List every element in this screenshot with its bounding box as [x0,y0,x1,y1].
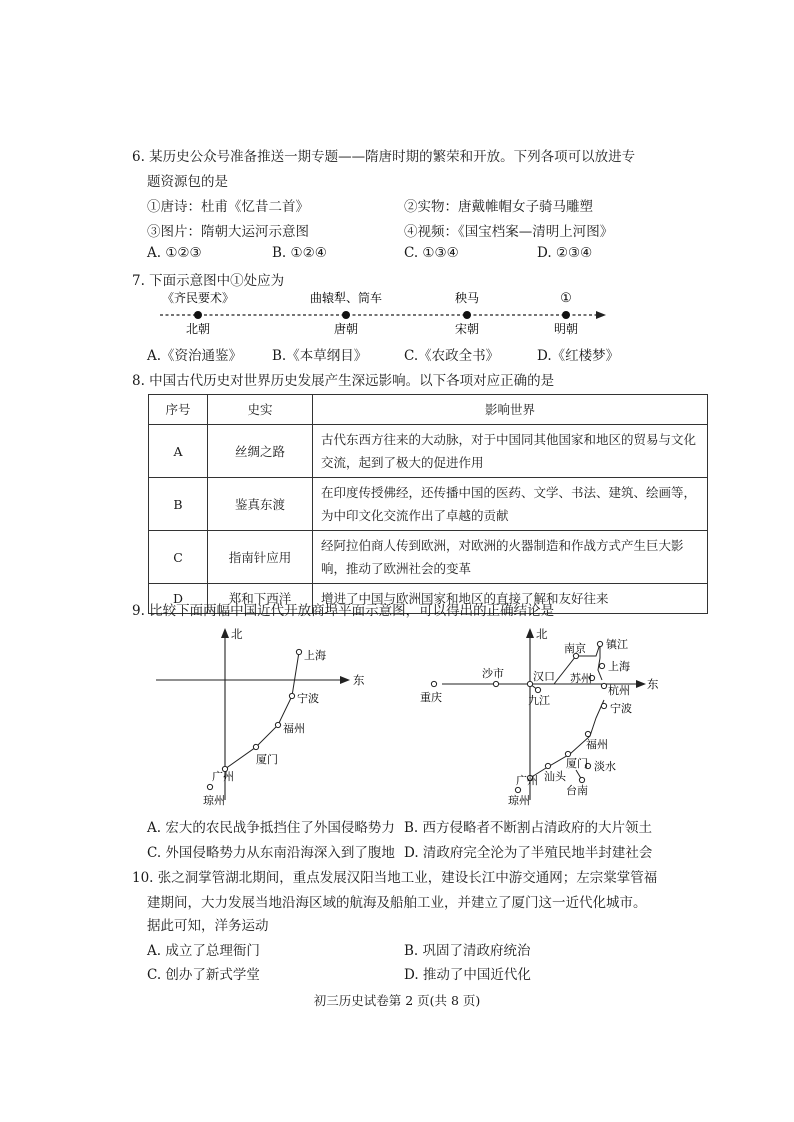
timeline-arrow [596,311,606,319]
city-label: 汕头 [544,770,566,783]
timeline-dot [463,311,471,319]
row-effect: 经阿拉伯商人传到欧洲，对欧洲的火器制造和作战方式产生巨大影响，推动了欧洲社会的变革 [313,531,708,584]
q10-option-c: C. 创办了新式学堂 [147,967,260,983]
q7-option-a: A.《资治通鉴》 [147,348,243,364]
city-label: 厦门 [256,753,278,766]
city-marker [535,687,540,692]
table-row [149,425,708,478]
q7-option-b: B.《本草纲目》 [272,348,368,364]
q8-table [148,394,708,614]
q9-map-right [420,622,670,812]
table-header: 影响世界 [313,395,708,425]
row-fact: 丝绸之路 [208,425,313,478]
city-marker [579,777,584,782]
row-fact: 鉴真东渡 [208,478,313,531]
timeline-top-label: 《齐民要术》 [161,291,235,305]
city-label: 重庆 [420,691,442,704]
city-marker [565,751,570,756]
city-label: 杭州 [608,684,630,697]
city-marker [601,683,606,688]
q10-stem-line1: 10. 张之洞掌管湖北期间，重点发展汉阳当地工业，建设长江中游交通网；左宗棠掌管福 [132,870,658,886]
q6-option-d: D. ②③④ [537,245,593,261]
city-marker [597,641,602,646]
q7-timeline [150,288,620,336]
q6-option-c: C. ①③④ [404,245,459,261]
q8-stem: 8. 中国古代历史对世界历史发展产生深远影响。以下各项对应正确的是 [132,373,555,389]
q6-option-a: A. ①②③ [147,245,202,261]
timeline-top-label: 秧马 [454,291,480,305]
q6-item-2: ②实物：唐戴帷帽女子骑马雕塑 [404,199,593,215]
table-header: 史实 [208,395,313,425]
coast-route [225,652,299,769]
city-label: 淡水 [594,760,616,773]
q10-stem-line2: 建期间，大力发展当地沿海区域的航海及船舶工业，并建立了厦门这一近代化城市。 [147,895,647,911]
q9-option-d: D. 清政府完全沦为了半殖民地半封建社会 [404,845,653,861]
city-label: 台南 [566,784,588,797]
city-marker [296,649,301,654]
city-label: 苏州 [570,672,592,685]
timeline-bottom-label: 唐朝 [333,322,359,336]
city-label: 琼州 [508,794,530,807]
q10-option-a: A. 成立了总理衙门 [147,943,260,959]
page-footer: 初三历史试卷第 2 页(共 8 页) [313,993,481,1008]
table-row [149,531,708,584]
timeline-dot [562,311,570,319]
timeline-bottom-label: 北朝 [185,322,211,336]
city-marker [207,784,212,789]
timeline-dot [342,311,350,319]
timeline-top-label: ① [560,291,572,306]
north-label: 北 [231,627,243,641]
city-label: 厦门 [566,757,588,770]
city-marker [253,744,258,749]
q6-item-3: ③图片：隋朝大运河示意图 [147,224,309,240]
city-marker [601,703,606,708]
q6-stem-line1: 6. 某历史公众号准备推送一期专题——隋唐时期的繁荣和开放。下列各项可以放进专 [132,149,636,165]
city-label: 汉口 [533,670,555,683]
city-label: 福州 [283,722,305,735]
q9-option-c: C. 外国侵略势力从东南沿海深入到了腹地 [147,845,395,861]
q9-stem: 9. 比较下面两幅中国近代开放商埠平面示意图，可以得出的正确结论是 [132,603,555,619]
row-effect: 古代东西方往来的大动脉，对于中国同其他国家和地区的贸易与文化交流，起到了极大的促进作用 [313,425,708,478]
city-label: 上海 [304,649,326,662]
timeline-bottom-label: 明朝 [553,322,579,336]
city-label: 南京 [564,642,586,655]
table-header-row [149,395,708,425]
east-label: 东 [353,673,365,687]
city-marker [545,763,550,768]
q7-option-c: C.《农政全书》 [404,348,500,364]
city-marker [599,663,604,668]
row-fact: 郑和下西洋 [208,584,313,614]
east-arrow [340,676,350,684]
row-id: D [149,584,208,614]
city-label: 琼州 [203,794,225,807]
timeline-dot [194,311,202,319]
city-label: 九江 [528,694,550,707]
table-header: 序号 [149,395,208,425]
q7-stem: 7. 下面示意图中①处应为 [132,273,285,289]
city-label: 福州 [586,738,608,751]
row-effect: 增进了中国与欧洲国家和地区的直接了解和友好往来 [313,584,708,614]
q6-item-1: ①唐诗：杜甫《忆昔二首》 [147,199,309,215]
timeline-bottom-label: 宋朝 [454,322,480,336]
city-label: 广州 [212,770,234,783]
city-marker [585,731,590,736]
q6-item-4: ④视频：《国宝档案—清明上河图》 [404,224,614,240]
city-marker [515,787,520,792]
q6-stem-line2: 题资源包的是 [147,174,228,190]
q9-option-b: B. 西方侵略者不断割占清政府的大片领土 [404,820,653,836]
row-id: A [149,425,208,478]
city-label: 宁波 [610,702,632,715]
q6-option-b: B. ①②④ [272,245,327,261]
city-label: 广州 [516,774,538,787]
north-arrow [221,628,229,638]
q7-option-d: D.《红楼梦》 [537,348,620,364]
q9-option-a: A. 宏大的农民战争抵挡住了外国侵略势力 [147,820,395,836]
q10-option-b: B. 巩固了清政府统治 [404,943,531,959]
timeline-top-label: 曲辕犁、筒车 [309,291,383,305]
city-label: 镇江 [606,638,628,651]
row-effect: 在印度传授佛经，还传播中国的医药、文学、书法、建筑、绘画等，为中印文化交流作出了卓越的贡献 [313,478,708,531]
table-row [149,478,708,531]
east-arrow [636,680,646,688]
city-label: 沙市 [482,667,504,680]
east-label: 东 [647,677,659,691]
q10-option-d: D. 推动了中国近代化 [404,967,531,983]
city-marker [493,681,498,686]
q9-map-left [150,622,370,812]
city-marker [275,722,280,727]
row-fact: 指南针应用 [208,531,313,584]
city-marker [431,681,436,686]
north-arrow [526,628,534,638]
row-id: C [149,531,208,584]
city-label: 宁波 [297,692,319,705]
city-label: 上海 [608,660,630,673]
city-marker [289,693,294,698]
north-label: 北 [536,627,548,641]
q10-stem-line3: 据此可知，洋务运动 [147,918,269,934]
city-marker [527,681,532,686]
row-id: B [149,478,208,531]
